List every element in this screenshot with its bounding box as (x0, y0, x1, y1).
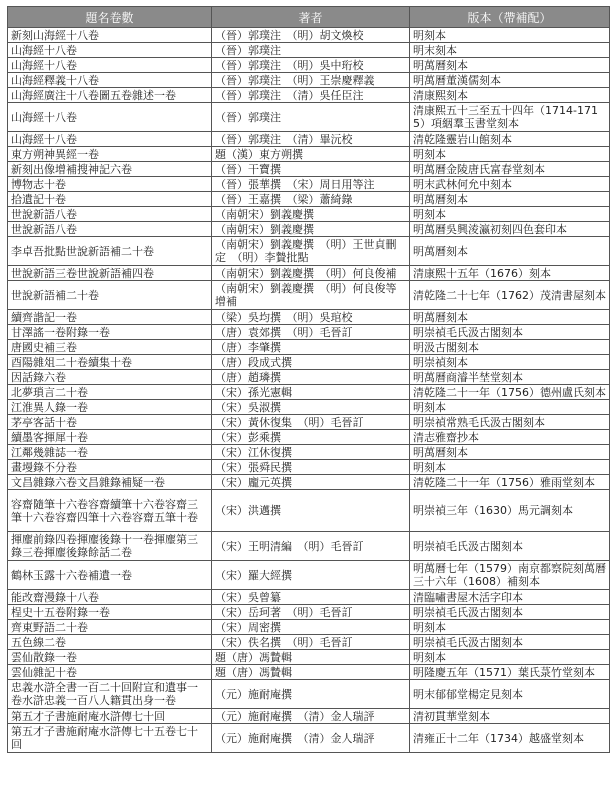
table-row (8, 162, 610, 177)
edition-cell: 明萬曆刻本 (410, 445, 610, 460)
table-row (8, 460, 610, 475)
table-row (8, 724, 610, 753)
author-cell: （宋）黃休復集 （明）毛晉訂 (212, 415, 410, 430)
edition-cell: 明萬曆刻本 (410, 58, 610, 73)
title-cell: 酉陽雜俎二十卷續集十卷 (8, 355, 212, 370)
author-cell: （南朝宋）劉義慶撰 （明）王世貞刪定 （明）李贄批點 (212, 237, 410, 266)
table-row (8, 73, 610, 88)
edition-cell: 明崇禎刻本 (410, 355, 610, 370)
edition-cell: 明崇禎常熟毛氏汲古閣刻本 (410, 415, 610, 430)
edition-cell: 明萬曆商濬半埜堂刻本 (410, 370, 610, 385)
author-cell: （宋）佚名撰 （明）毛晉訂 (212, 635, 410, 650)
author-cell: （晉）張華撰 （宋）周日用等注 (212, 177, 410, 192)
title-cell: 唐國史補三卷 (8, 340, 212, 355)
table-row (8, 266, 610, 281)
author-cell: （南朝宋）劉義慶撰 (212, 222, 410, 237)
edition-cell: 明崇禎毛氏汲古閣刻本 (410, 532, 610, 561)
edition-cell: 明萬曆刻本 (410, 237, 610, 266)
edition-cell: 清初貫華堂刻本 (410, 709, 610, 724)
title-cell: 齊東野語二十卷 (8, 620, 212, 635)
edition-cell: 明刻本 (410, 650, 610, 665)
author-cell: 題（唐）馮贄輯 (212, 665, 410, 680)
table-row (8, 445, 610, 460)
edition-cell: 明萬曆金陵唐氏富春堂刻本 (410, 162, 610, 177)
author-cell: （宋）張舜民撰 (212, 460, 410, 475)
table-row (8, 400, 610, 415)
table-row (8, 430, 610, 445)
table-row (8, 88, 610, 103)
author-cell: （宋）彭乘撰 (212, 430, 410, 445)
edition-cell: 清乾隆靈岩山館刻本 (410, 132, 610, 147)
author-cell: （梁）吳均撰 （明）吳琯校 (212, 310, 410, 325)
title-cell: 第五才子書施耐庵水滸傳七十回 (8, 709, 212, 724)
edition-cell: 清臨嘯書屋木活字印本 (410, 590, 610, 605)
title-cell: 第五才子書施耐庵水滸傳七十五卷七十回 (8, 724, 212, 753)
author-cell: （晉）郭璞注 (212, 103, 410, 132)
table-row (8, 147, 610, 162)
title-cell: 山海經廣注十八卷圖五卷雜述一卷 (8, 88, 212, 103)
title-cell: 世說新語三卷世說新語補四卷 (8, 266, 212, 281)
edition-cell: 明崇禎毛氏汲古閣刻本 (410, 325, 610, 340)
title-cell: 茅亭客話十卷 (8, 415, 212, 430)
author-cell: （唐）李肇撰 (212, 340, 410, 355)
title-cell: 世說新語八卷 (8, 207, 212, 222)
table-row (8, 340, 610, 355)
header-edition: 版本（帶補配） (410, 7, 610, 28)
author-cell: （宋）江休復撰 (212, 445, 410, 460)
edition-cell: 明萬曆刻本 (410, 310, 610, 325)
edition-cell: 明刻本 (410, 147, 610, 162)
table-row (8, 192, 610, 207)
author-cell: 題（漢）東方朔撰 (212, 147, 410, 162)
author-cell: （唐）段成式撰 (212, 355, 410, 370)
edition-cell: 清康熙五十三至五十四年（1714-1715）項絪羣玉書堂刻本 (410, 103, 610, 132)
title-cell: 因話錄六卷 (8, 370, 212, 385)
author-cell: （南朝宋）劉義慶撰 (212, 207, 410, 222)
title-cell: 續齊諧記一卷 (8, 310, 212, 325)
title-cell: 山海經十八卷 (8, 132, 212, 147)
edition-cell: 清康熙刻本 (410, 88, 610, 103)
author-cell: （宋）龐元英撰 (212, 475, 410, 490)
edition-cell: 明隆慶五年（1571）葉氏菉竹堂刻本 (410, 665, 610, 680)
title-cell: 博物志十卷 (8, 177, 212, 192)
title-cell: 甘澤謠一卷附錄一卷 (8, 325, 212, 340)
title-cell: 東方朔神異經一卷 (8, 147, 212, 162)
table-row (8, 475, 610, 490)
edition-cell: 清乾隆二十一年（1756）德州盧氏刻本 (410, 385, 610, 400)
table-row (8, 415, 610, 430)
header-author: 著者 (212, 7, 410, 28)
table-row (8, 222, 610, 237)
table-row (8, 561, 610, 590)
catalog-table (7, 6, 610, 753)
table-row (8, 385, 610, 400)
author-cell: （宋）岳珂著 （明）毛晉訂 (212, 605, 410, 620)
title-cell: 能改齋漫錄十八卷 (8, 590, 212, 605)
title-cell: 忠義水滸全書一百二十回附宣和遺事一卷水滸忠義一百八人籍貫出身一卷 (8, 680, 212, 709)
edition-cell: 明汲古閣刻本 (410, 340, 610, 355)
edition-cell: 清乾隆二十一年（1756）雅雨堂刻本 (410, 475, 610, 490)
edition-cell: 清志雅齋抄本 (410, 430, 610, 445)
author-cell: （宋）吳曾纂 (212, 590, 410, 605)
title-cell: 江淮異人錄一卷 (8, 400, 212, 415)
edition-cell: 明末武林何允中刻本 (410, 177, 610, 192)
table-row (8, 355, 610, 370)
table-row (8, 532, 610, 561)
title-cell: 世說新語八卷 (8, 222, 212, 237)
title-cell: 世說新語補二十卷 (8, 281, 212, 310)
table-row (8, 490, 610, 532)
author-cell: （元）施耐庵撰 （清）金人瑞評 (212, 724, 410, 753)
edition-cell: 明崇禎毛氏汲古閣刻本 (410, 635, 610, 650)
edition-cell: 清康熙十五年（1676）刻本 (410, 266, 610, 281)
table-row (8, 650, 610, 665)
table-row (8, 207, 610, 222)
edition-cell: 明萬曆七年（1579）南京都察院刻萬曆三十六年（1608）補刻本 (410, 561, 610, 590)
title-cell: 山海經十八卷 (8, 58, 212, 73)
author-cell: （宋）洪邁撰 (212, 490, 410, 532)
title-cell: 山海經十八卷 (8, 43, 212, 58)
title-cell: 雲仙雜記十卷 (8, 665, 212, 680)
table-row (8, 590, 610, 605)
author-cell: （唐）趙璘撰 (212, 370, 410, 385)
table-row (8, 620, 610, 635)
title-cell: 揮麈前錄四卷揮麈後錄十一卷揮麈第三錄三卷揮麈後錄餘話二卷 (8, 532, 212, 561)
author-cell: （宋）王明清編 （明）毛晉訂 (212, 532, 410, 561)
table-row (8, 635, 610, 650)
edition-cell: 清雍正十二年（1734）越盛堂刻本 (410, 724, 610, 753)
author-cell: （宋）吳淑撰 (212, 400, 410, 415)
author-cell: （晉）郭璞注 （明）吳中珩校 (212, 58, 410, 73)
title-cell: 文昌雜錄六卷文昌雜錄補疑一卷 (8, 475, 212, 490)
table-row (8, 237, 610, 266)
table-row (8, 281, 610, 310)
author-cell: （宋）周密撰 (212, 620, 410, 635)
author-cell: （晉）郭璞注 （清）畢沅校 (212, 132, 410, 147)
title-cell: 鶴林玉露十六卷補遺一卷 (8, 561, 212, 590)
title-cell: 新刻出像增補搜神記六卷 (8, 162, 212, 177)
table-row (8, 370, 610, 385)
edition-cell: 明崇禎三年（1630）馬元調刻本 (410, 490, 610, 532)
author-cell: （晉）王嘉撰 （梁）蕭綺錄 (212, 192, 410, 207)
title-cell: 李卓吾批點世說新語補二十卷 (8, 237, 212, 266)
table-row (8, 605, 610, 620)
edition-cell: 明刻本 (410, 207, 610, 222)
table-row (8, 665, 610, 680)
table-row (8, 177, 610, 192)
title-cell: 江鄰幾雜誌一卷 (8, 445, 212, 460)
author-cell: （晉）郭璞注 （清）吳任臣注 (212, 88, 410, 103)
edition-cell: 明萬曆刻本 (410, 192, 610, 207)
title-cell: 容齋隨筆十六卷容齋續筆十六卷容齋三筆十六卷容齋四筆十六卷容齋五筆十卷 (8, 490, 212, 532)
title-cell: 新刻山海經十八卷 (8, 28, 212, 43)
edition-cell: 明末郁郁堂楊定見刻本 (410, 680, 610, 709)
author-cell: （唐）袁郊撰 （明）毛晉訂 (212, 325, 410, 340)
edition-cell: 清乾隆二十七年（1762）茂清書屋刻本 (410, 281, 610, 310)
edition-cell: 明刻本 (410, 400, 610, 415)
author-cell: 題（唐）馮贄輯 (212, 650, 410, 665)
table-row (8, 28, 610, 43)
table-row (8, 103, 610, 132)
edition-cell: 明刻本 (410, 28, 610, 43)
table-body (8, 28, 610, 753)
author-cell: （晉）干寶撰 (212, 162, 410, 177)
title-cell: 山海經十八卷 (8, 103, 212, 132)
table-row (8, 325, 610, 340)
table-header-row (8, 7, 610, 28)
title-cell: 桯史十五卷附錄一卷 (8, 605, 212, 620)
title-cell: 山海經釋義十八卷 (8, 73, 212, 88)
title-cell: 雲仙散錄一卷 (8, 650, 212, 665)
author-cell: （南朝宋）劉義慶撰 （明）何良俊等增補 (212, 281, 410, 310)
author-cell: （晉）郭璞注 （明）王崇慶釋義 (212, 73, 410, 88)
title-cell: 續墨客揮犀十卷 (8, 430, 212, 445)
author-cell: （晉）郭璞注 （明）胡文煥校 (212, 28, 410, 43)
table-row (8, 709, 610, 724)
edition-cell: 明萬曆吳興淩瀛初刻四色套印本 (410, 222, 610, 237)
author-cell: （元）施耐庵撰 (212, 680, 410, 709)
table-row (8, 43, 610, 58)
author-cell: （元）施耐庵撰 （清）金人瑞評 (212, 709, 410, 724)
header-title: 題名卷數 (8, 7, 212, 28)
edition-cell: 明末刻本 (410, 43, 610, 58)
title-cell: 拾遺記十卷 (8, 192, 212, 207)
edition-cell: 明刻本 (410, 460, 610, 475)
table-row (8, 132, 610, 147)
table-row (8, 680, 610, 709)
author-cell: （宋）羅大經撰 (212, 561, 410, 590)
table-row (8, 310, 610, 325)
author-cell: （晉）郭璞注 (212, 43, 410, 58)
edition-cell: 明萬曆董漢儒刻本 (410, 73, 610, 88)
table-row (8, 58, 610, 73)
title-cell: 畫墁錄不分卷 (8, 460, 212, 475)
edition-cell: 明崇禎毛氏汲古閣刻本 (410, 605, 610, 620)
author-cell: （南朝宋）劉義慶撰 （明）何良俊補 (212, 266, 410, 281)
edition-cell: 明刻本 (410, 620, 610, 635)
title-cell: 北夢瑣言二十卷 (8, 385, 212, 400)
author-cell: （宋）孫光憲輯 (212, 385, 410, 400)
title-cell: 五色線二卷 (8, 635, 212, 650)
